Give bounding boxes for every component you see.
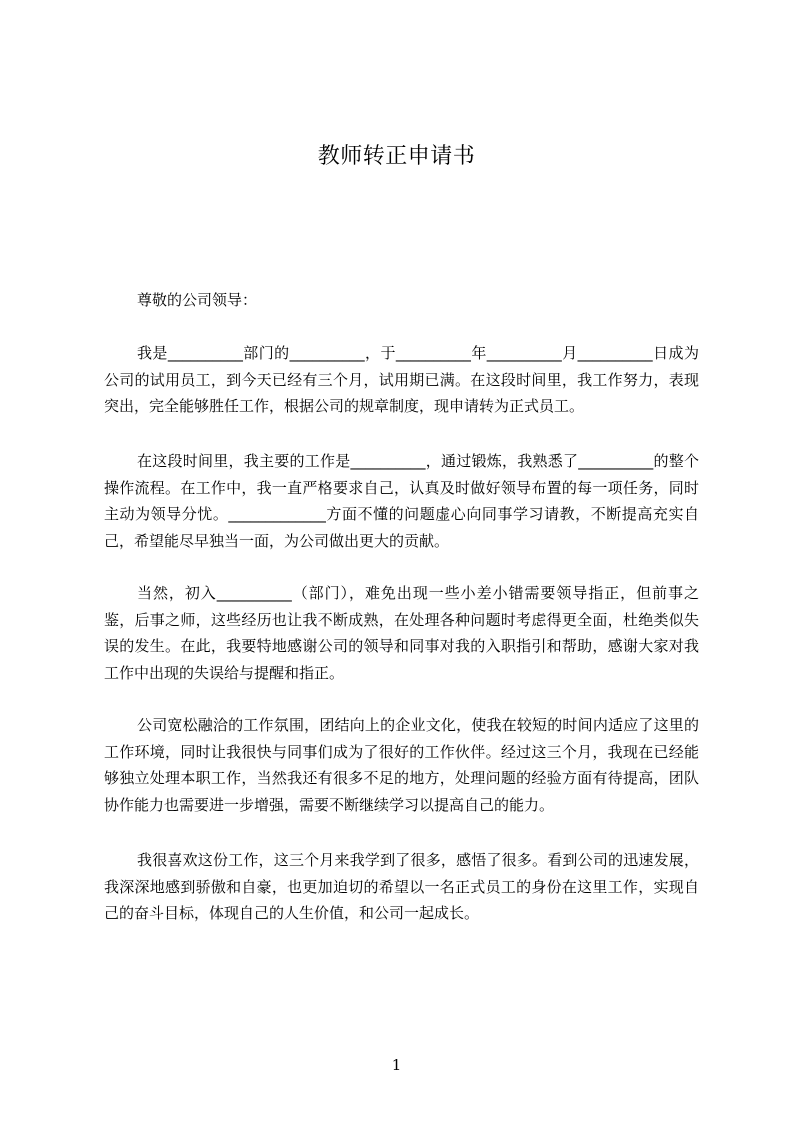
paragraph-4: 公司宽松融洽的工作氛围，团结向上的企业文化，使我在较短的时间内适应了这里的工作环境，同时让我很快与同事们成为了很好的工作伙伴。经过这三个月，我现在已经能够独立处理本职工作，当然我还有很多不足的地方，处理问题的经验方面有待提高，团队协作能力也需要进一步增强，需要不断继续学习以提高自己的能力。 <box>104 716 699 814</box>
paragraph-3: 当然，初入__________（部门），难免出现一些小差小错需要领导指正，但前事之鉴，后事之师，这些经历也让我不断成熟，在处理各种问题时考虑得更全面，杜绝类似失误的发生。在此，我要特地感谢公司的领导和同事对我的入职指引和帮助，感谢大家对我工作中出现的失误给与提醒和指正。 <box>104 584 699 682</box>
paragraph-1: 我是__________部门的__________，于__________年__________月__________日成为公司的试用员工，到今天已经有三个月，试用期已满。在这段时间里，我工作努力，表现突出，完全能够胜任工作，根据公司的规章制度，现申请转为正式员工。 <box>104 344 699 415</box>
paragraph-2: 在这段时间里，我主要的工作是__________，通过锻炼，我熟悉了__________的整个操作流程。在工作中，我一直严格要求自己，认真及时做好领导布置的每一项任务，同时主动为领导分忧。_____________方面不懂的问题虚心向同事学习请教，不断提高充实自己，希望能尽早独当一面，为公司做出更大的贡献。 <box>104 452 699 550</box>
document-title: 教师转正申请书 <box>317 144 476 169</box>
page-number: 1 <box>391 1056 402 1074</box>
salutation: 尊敬的公司领导： <box>137 291 258 309</box>
paragraph-5: 我很喜欢这份工作，这三个月来我学到了很多，感悟了很多。看到公司的迅速发展，我深深地感到骄傲和自豪，也更加迫切的希望以一名正式员工的身份在这里工作，实现自己的奋斗目标，体现自己的人生价值，和公司一起成长。 <box>104 851 699 922</box>
